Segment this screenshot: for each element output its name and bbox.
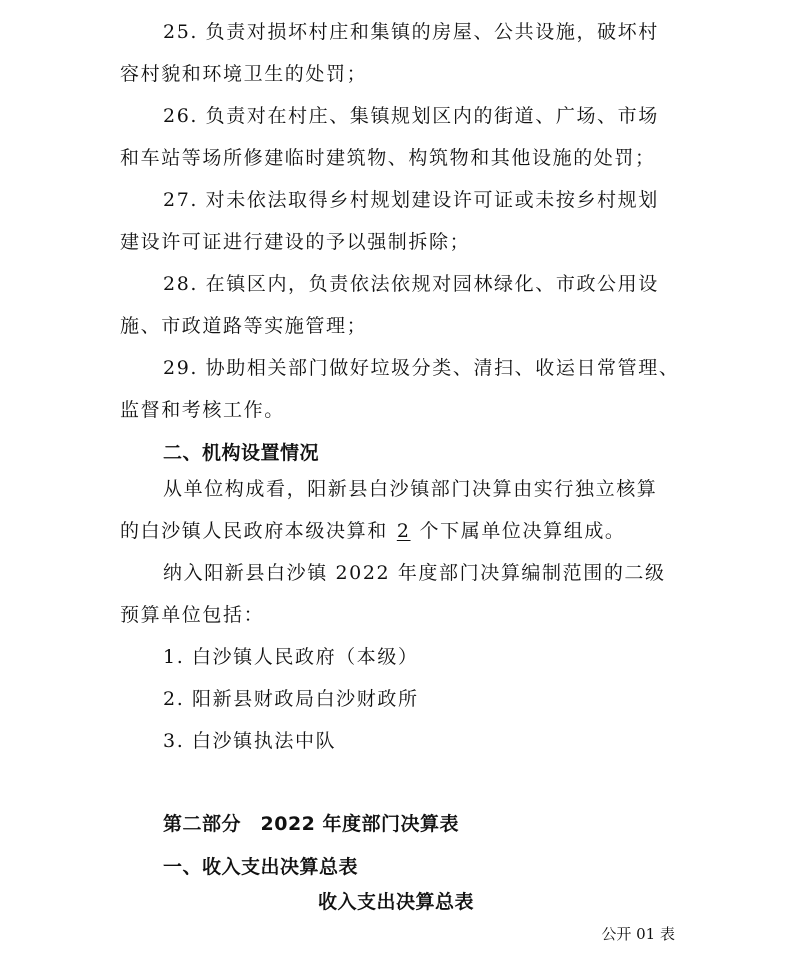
subsection-heading: 一、收入支出决算总表 (163, 856, 359, 878)
item-29-line2: 监督和考核工作。 (120, 399, 285, 421)
composition-text-post: 个下属单位决算组成。 (419, 520, 626, 542)
item-27-line1: 27. 对未依法取得乡村规划建设许可证或未按乡村规划 (163, 189, 659, 211)
subunit-count: 2 (396, 520, 411, 542)
scope-para-line2: 预算单位包括： (120, 604, 265, 626)
item-26-line1: 26. 负责对在村庄、集镇规划区内的街道、广场、市场 (163, 105, 659, 127)
composition-para-line2 (120, 519, 675, 543)
item-27-line2: 建设许可证进行建设的予以强制拆除； (120, 231, 471, 253)
part-title: 第二部分 2022 年度部门决算表 (163, 813, 459, 835)
unit-list-item: 2. 阳新县财政局白沙财政所 (163, 688, 419, 710)
unit-list-item: 1. 白沙镇人民政府（本级） (163, 646, 419, 668)
table-title: 收入支出决算总表 (317, 891, 474, 913)
table-code: 公开 01 表 (601, 925, 675, 943)
item-25-line2: 容村貌和环境卫生的处罚； (120, 63, 368, 85)
item-28-line1: 28. 在镇区内，负责依法依规对园林绿化、市政公用设 (163, 273, 659, 295)
section-heading: 二、机构设置情况 (163, 442, 320, 464)
unit-list-item: 3. 白沙镇执法中队 (163, 730, 337, 752)
item-26-line2: 和车站等场所修建临时建筑物、构筑物和其他设施的处罚； (120, 147, 656, 169)
composition-para-line1: 从单位构成看，阳新县白沙镇部门决算由实行独立核算 (163, 478, 658, 500)
item-28-line2: 施、市政道路等实施管理； (120, 315, 368, 337)
item-29-line1: 29. 协助相关部门做好垃圾分类、清扫、收运日常管理、 (163, 357, 680, 379)
scope-para-line1: 纳入阳新县白沙镇 2022 年度部门决算编制范围的二级 (163, 562, 666, 584)
composition-text-pre: 的白沙镇人民政府本级决算和 (120, 520, 388, 542)
item-25-line1: 25. 负责对损坏村庄和集镇的房屋、公共设施，破坏村 (163, 21, 659, 43)
